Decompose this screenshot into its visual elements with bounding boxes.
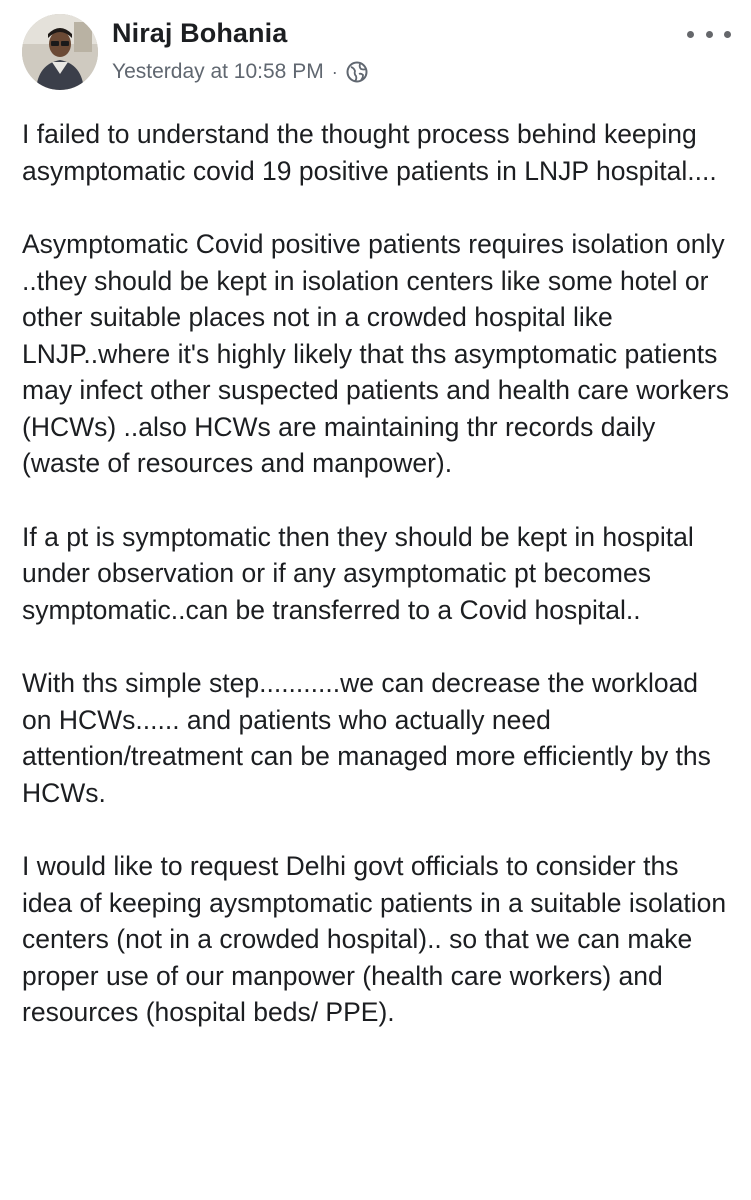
post-header [22, 14, 731, 94]
author-name[interactable]: Niraj Bohania [112, 18, 288, 48]
more-dot [687, 31, 694, 38]
post-paragraph-4: With ths simple step...........we can decrease the workload on HCWs...... and patients who actually need attention/treatment can be managed more efficiently by ths HCWs. [22, 668, 711, 808]
post-paragraph-3: If a pt is symptomatic then they should be kept in hospital under observation or if any asymptomatic pt becomes symptomatic..can be transferred to a Covid hospital.. [22, 521, 694, 625]
more-dot [706, 31, 713, 38]
post-paragraph-1: I failed to understand the thought process behind keeping asymptomatic covid 19 positive patients in LNJP hospital.... [22, 119, 717, 186]
meta-separator: · [331, 61, 338, 82]
post-body [22, 116, 734, 1068]
more-options-icon[interactable] [687, 24, 731, 44]
post-timestamp[interactable]: Yesterday at 10:58 PM [112, 60, 324, 83]
globe-icon[interactable] [346, 61, 368, 83]
post-paragraph-5: I would like to request Delhi govt officials to consider ths idea of keeping aysmptomatic patients in a suitable isolation centers (not in a crowded hospital).. so that we can make proper use of our manpower (health care workers) and resources (hospital beds/ PPE). [22, 851, 727, 1027]
post-paragraph-2: Asymptomatic Covid positive patients requires isolation only ..they should be kept in isolation centers like some hotel or other suitable places not in a crowded hospital like LNJP..where it's highly likely that ths asymptomatic patients may infect other suspected patients and health care workers (HCWs) ..also HCWs are maintaining thr records daily (waste of resources and manpower). [22, 229, 730, 478]
more-dot [724, 31, 731, 38]
avatar-photo [22, 14, 98, 90]
avatar[interactable] [22, 14, 98, 90]
post-meta [112, 60, 368, 84]
